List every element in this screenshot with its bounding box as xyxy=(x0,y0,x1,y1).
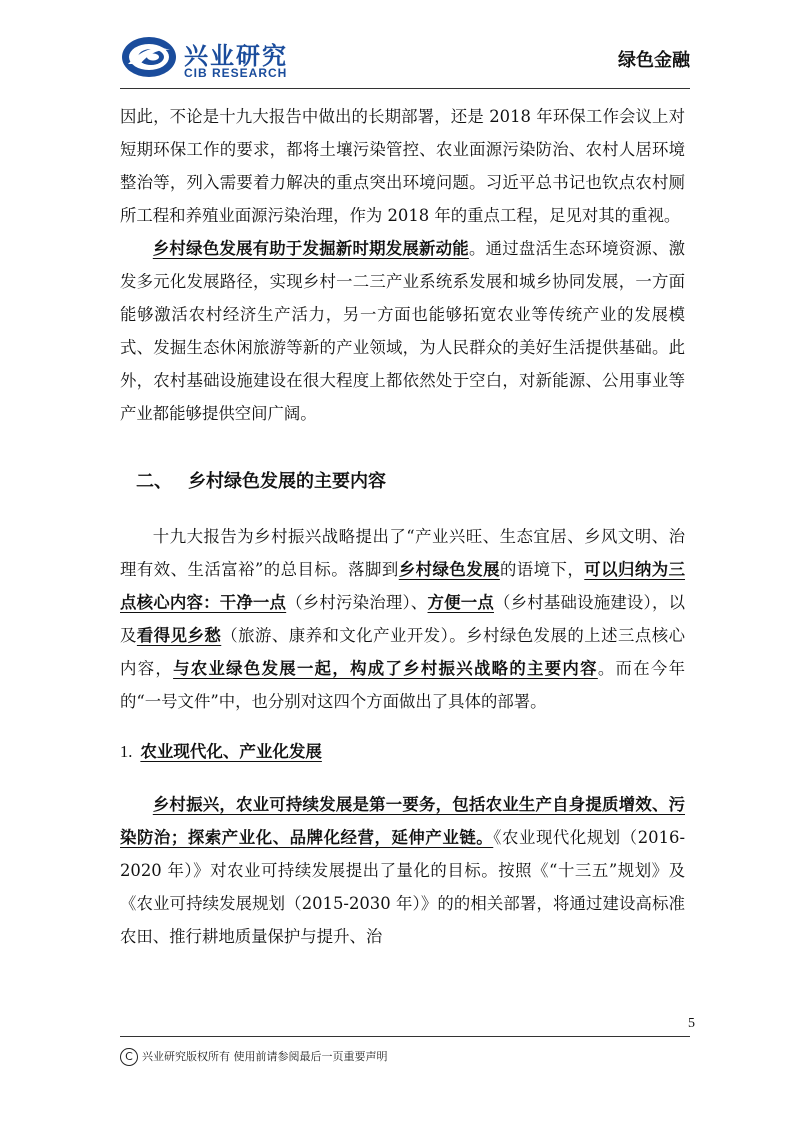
footer-divider xyxy=(120,1036,690,1037)
paragraph-text: 的语境下， xyxy=(499,560,585,579)
highlighted-lead-sentence: 乡村振兴，农业可持续发展是第一要务，包括农业生产自身提质增效、污染防治；探索产业化、品牌化经营，延伸产业链。 xyxy=(120,795,685,847)
page-header xyxy=(120,30,690,92)
header-section-title: 绿色金融 xyxy=(618,50,690,71)
copyright-icon: C xyxy=(120,1048,138,1066)
subsection-number: 1. xyxy=(120,742,133,761)
section-number: 二、 xyxy=(136,471,172,492)
highlighted-phrase: 方便一点 xyxy=(427,593,494,612)
paragraph-core-content xyxy=(120,520,685,718)
paragraph-new-momentum xyxy=(120,232,685,430)
paragraph-text: 。通过盘活生态环境资源、激发多元化发展路径，实现乡村一二三产业系统系发展和城乡协同发展，一方面能够激活农村经济生产活力，另一方面也能够拓宽农业等传统产业的发展模式、发掘生态休闲旅游等新的产业领域，为人民群众的美好生活提供基础。此外，农村基础设施建设在很大程度上都依然处于空白，对新能源、公用事业等产业都能够提供空间广阔。 xyxy=(120,239,686,423)
paragraph-text: （旅游、康养和文化产业开发）。乡村绿色发展的上述三点核心内容， xyxy=(120,626,686,678)
page-footer xyxy=(120,1048,388,1066)
section-title: 乡村绿色发展的主要内容 xyxy=(188,471,386,492)
paragraph-text: （乡村污染治理）、 xyxy=(286,593,428,612)
paragraph-text: 。而在今年的“一号文件”中，也分别对这四个方面做出了具体的部署。 xyxy=(120,659,686,711)
subsection-title: 农业现代化、产业化发展 xyxy=(140,742,322,761)
paragraph-environment-issues: 因此，不论是十九大报告中做出的长期部署，还是 2018 年环保工作会议上对短期环保工作的要求，都将土壤污染管控、农业面源污染防治、农村人居环境整治等，列入需要着力解决的重点突出环境问题。习近平总书记也钦点农村厕所工程和养殖业面源污染治理，作为 2018 年的重点工程，足见对其的重视。 xyxy=(120,107,685,225)
section-heading xyxy=(136,452,685,512)
cib-research-logo xyxy=(120,34,420,84)
paragraph-text: 《农业现代化规划（2016-2020 年）》对农业可持续发展提出了量化的目标。按照《“十三五”规划》及《农业可持续发展规划（2015-2030 年）》的的相关部署，将通过建设高标准农田、推行耕地质量保护与提升、治 xyxy=(120,828,685,946)
logo-chinese-text: 兴业研究 xyxy=(184,42,288,70)
logo-english-text: CIB RESEARCH xyxy=(184,66,288,80)
highlighted-phrase: 可以归纳为三点核心内容：干净一点 xyxy=(120,560,686,612)
paragraph-text: （乡村基础设施建设），以及 xyxy=(120,593,685,645)
highlighted-phrase: 乡村绿色发展 xyxy=(398,560,500,579)
document-body xyxy=(120,100,685,953)
highlighted-lead-sentence: 乡村绿色发展有助于发掘新时期发展新动能 xyxy=(152,239,469,258)
cib-swirl-logo-icon xyxy=(120,34,178,80)
header-divider xyxy=(120,88,690,89)
subsection-heading xyxy=(120,736,685,768)
paragraph-text: 十九大报告为乡村振兴战略提出了“产业兴旺、生态宜居、乡风文明、治理有效、生活富裕”的总目标。落脚到 xyxy=(120,527,685,579)
highlighted-phrase: 与农业绿色发展一起，构成了乡村振兴战略的主要内容 xyxy=(173,659,598,678)
page-number: 5 xyxy=(688,1016,695,1031)
paragraph-agriculture-modernization xyxy=(120,788,685,953)
footer-notice: 兴业研究版权所有 使用前请参阅最后一页重要声明 xyxy=(142,1050,388,1063)
highlighted-phrase: 看得见乡愁 xyxy=(136,626,222,645)
